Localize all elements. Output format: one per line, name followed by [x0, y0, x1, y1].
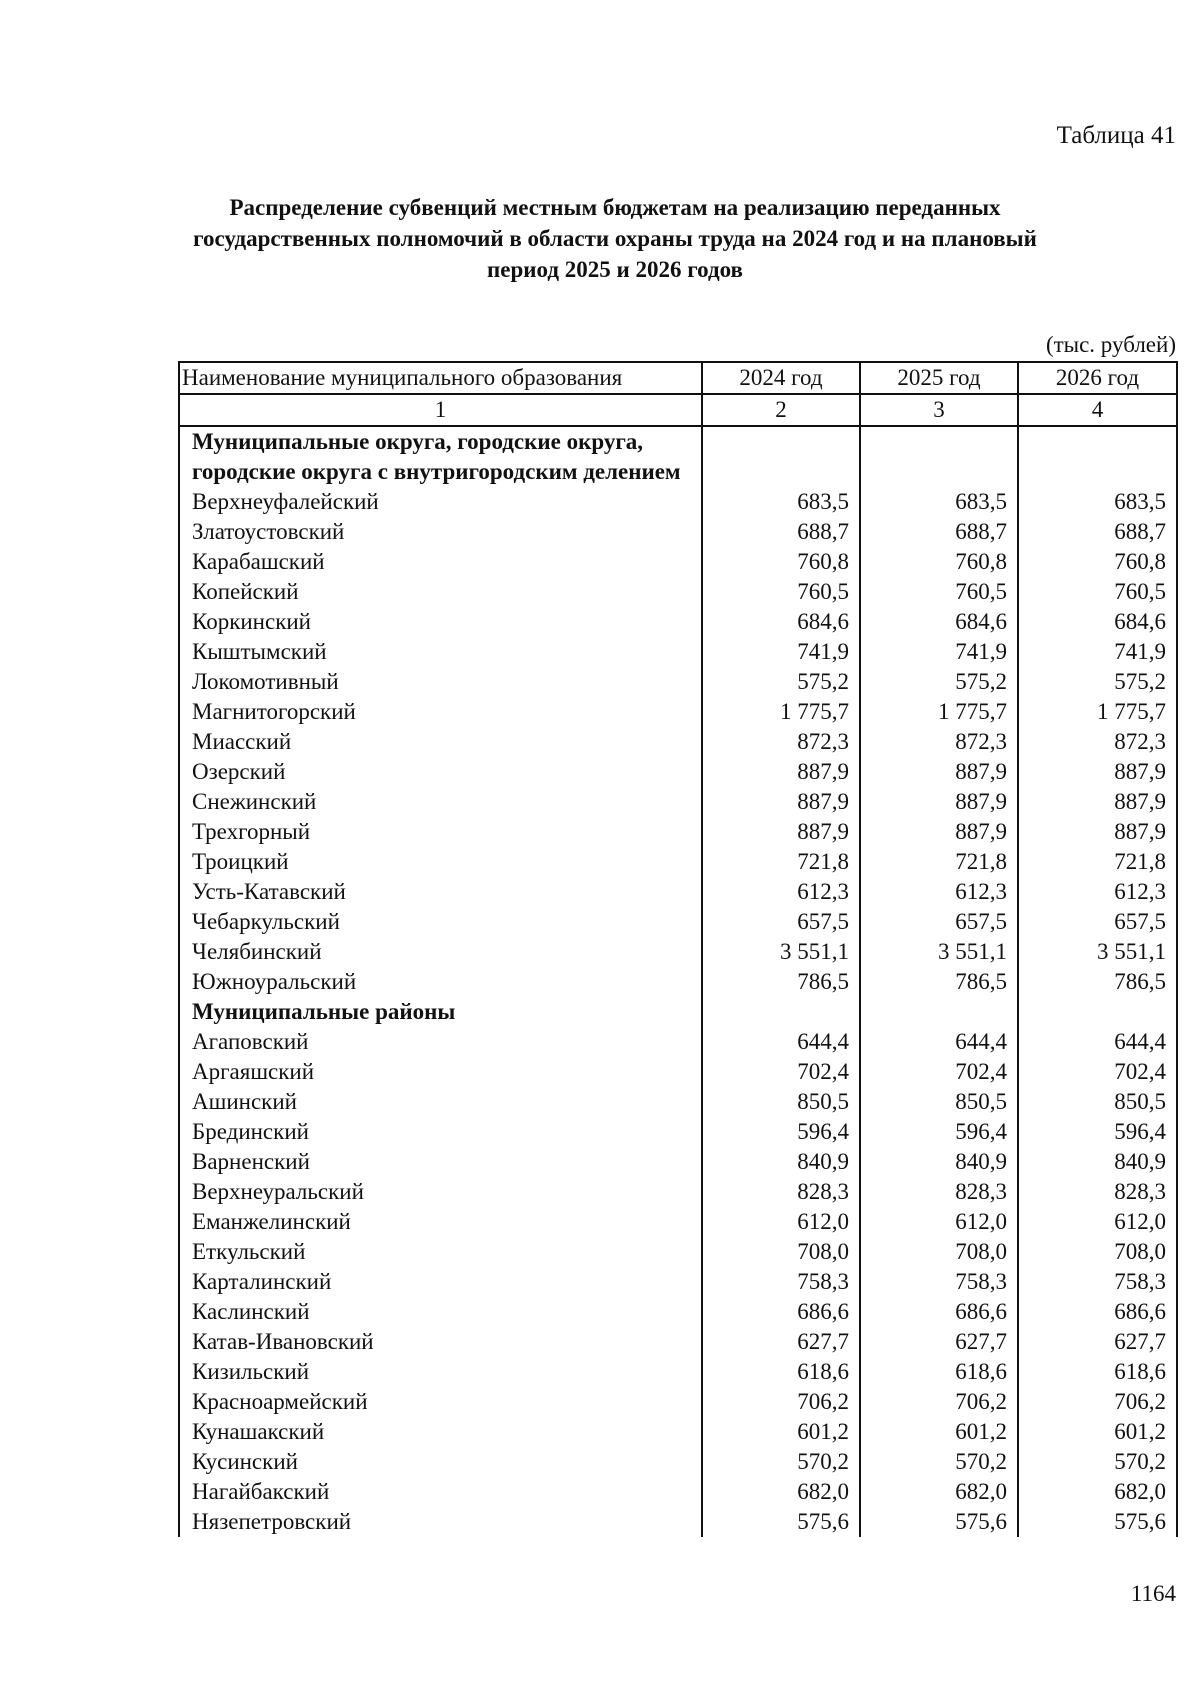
value-2026: 887,9 — [1018, 817, 1177, 847]
value-2024: 618,6 — [702, 1357, 860, 1387]
value-2025: 721,8 — [860, 847, 1018, 877]
table-row — [179, 757, 1177, 787]
table-row — [179, 817, 1177, 847]
value-2025: 570,2 — [860, 1447, 1018, 1477]
municipality-name: Троицкий — [179, 847, 702, 877]
subventions-table — [178, 361, 1178, 1537]
value-2025: 688,7 — [860, 517, 1018, 547]
table-row — [179, 1057, 1177, 1087]
municipality-name: Нязепетровский — [179, 1507, 702, 1537]
municipality-name: Еткульский — [179, 1237, 702, 1267]
value-2024: 887,9 — [702, 817, 860, 847]
value-2024: 686,6 — [702, 1297, 860, 1327]
column-number: 2 — [702, 394, 860, 426]
value-2025: 786,5 — [860, 967, 1018, 997]
table-row — [179, 1327, 1177, 1357]
table-row — [179, 517, 1177, 547]
table-row — [179, 967, 1177, 997]
value-2025: 575,2 — [860, 667, 1018, 697]
value-2025: 686,6 — [860, 1297, 1018, 1327]
value-2025: 596,4 — [860, 1117, 1018, 1147]
column-number: 4 — [1018, 394, 1177, 426]
table-label: Таблица 41 — [1056, 122, 1176, 149]
value-2024: 702,4 — [702, 1057, 860, 1087]
municipality-name: Озерский — [179, 757, 702, 787]
value-2025: 657,5 — [860, 907, 1018, 937]
municipality-name: Челябинский — [179, 937, 702, 967]
municipality-name: Усть-Катавский — [179, 877, 702, 907]
value-2024: 760,5 — [702, 577, 860, 607]
table-row — [179, 1507, 1177, 1537]
table-row — [179, 577, 1177, 607]
value-2026: 618,6 — [1018, 1357, 1177, 1387]
value-2026: 741,9 — [1018, 637, 1177, 667]
value-2025: 575,6 — [860, 1507, 1018, 1537]
value-2024: 570,2 — [702, 1447, 860, 1477]
municipality-name: Локомотивный — [179, 667, 702, 697]
municipality-name: Кыштымский — [179, 637, 702, 667]
table-row — [179, 697, 1177, 727]
table-row — [179, 1177, 1177, 1207]
value-2026: 612,0 — [1018, 1207, 1177, 1237]
municipality-name: Варненский — [179, 1147, 702, 1177]
municipality-name: Брединский — [179, 1117, 702, 1147]
table-row — [179, 637, 1177, 667]
value-2026: 758,3 — [1018, 1267, 1177, 1297]
value-2024: 682,0 — [702, 1477, 860, 1507]
table-row — [179, 937, 1177, 967]
value-2025: 760,8 — [860, 547, 1018, 577]
table-row — [179, 877, 1177, 907]
value-2024: 575,6 — [702, 1507, 860, 1537]
value-2026: 708,0 — [1018, 1237, 1177, 1267]
value-2025: 684,6 — [860, 607, 1018, 637]
table-row — [179, 1207, 1177, 1237]
value-2025: 887,9 — [860, 817, 1018, 847]
municipality-name: Магнитогорский — [179, 697, 702, 727]
table-row — [179, 487, 1177, 517]
value-2025: 887,9 — [860, 757, 1018, 787]
value-2024: 706,2 — [702, 1387, 860, 1417]
value-2026: 3 551,1 — [1018, 937, 1177, 967]
value-2025: 601,2 — [860, 1417, 1018, 1447]
table-row — [179, 607, 1177, 637]
section-header-row — [179, 426, 1177, 487]
table-row — [179, 667, 1177, 697]
value-2025: 618,6 — [860, 1357, 1018, 1387]
value-2024: 741,9 — [702, 637, 860, 667]
value-2026: 702,4 — [1018, 1057, 1177, 1087]
table-row — [179, 1117, 1177, 1147]
value-2025: 828,3 — [860, 1177, 1018, 1207]
table-row — [179, 787, 1177, 817]
value-2026: 575,6 — [1018, 1507, 1177, 1537]
section-header-row — [179, 997, 1177, 1027]
value-2024: 3 551,1 — [702, 937, 860, 967]
column-number-row — [179, 394, 1177, 426]
table-row — [179, 1477, 1177, 1507]
table-row — [179, 1147, 1177, 1177]
value-2025: 683,5 — [860, 487, 1018, 517]
value-2024: 575,2 — [702, 667, 860, 697]
section-title: Муниципальные округа, городские округа, городские округа с внутригородским делением — [179, 426, 702, 487]
value-2024: 760,8 — [702, 547, 860, 577]
table-row — [179, 1297, 1177, 1327]
empty-cell — [860, 997, 1018, 1027]
value-2024: 1 775,7 — [702, 697, 860, 727]
value-2025: 612,0 — [860, 1207, 1018, 1237]
column-header-2026: 2026 год — [1018, 362, 1177, 394]
column-number: 3 — [860, 394, 1018, 426]
value-2025: 760,5 — [860, 577, 1018, 607]
value-2025: 706,2 — [860, 1387, 1018, 1417]
value-2025: 887,9 — [860, 787, 1018, 817]
municipality-name: Аргаяшский — [179, 1057, 702, 1087]
value-2025: 644,4 — [860, 1027, 1018, 1057]
table-body — [179, 426, 1177, 1537]
value-2025: 872,3 — [860, 727, 1018, 757]
municipality-name: Снежинский — [179, 787, 702, 817]
municipality-name: Карабашский — [179, 547, 702, 577]
municipality-name: Верхнеуфалейский — [179, 487, 702, 517]
value-2026: 644,4 — [1018, 1027, 1177, 1057]
value-2024: 840,9 — [702, 1147, 860, 1177]
value-2024: 828,3 — [702, 1177, 860, 1207]
value-2024: 657,5 — [702, 907, 860, 937]
municipality-name: Верхнеуральский — [179, 1177, 702, 1207]
municipality-name: Карталинский — [179, 1267, 702, 1297]
table-row — [179, 727, 1177, 757]
value-2026: 840,9 — [1018, 1147, 1177, 1177]
value-2024: 612,3 — [702, 877, 860, 907]
value-2025: 702,4 — [860, 1057, 1018, 1087]
table-row — [179, 1027, 1177, 1057]
value-2026: 612,3 — [1018, 877, 1177, 907]
value-2024: 644,4 — [702, 1027, 860, 1057]
municipality-name: Кусинский — [179, 1447, 702, 1477]
value-2026: 760,8 — [1018, 547, 1177, 577]
value-2024: 887,9 — [702, 787, 860, 817]
empty-cell — [860, 426, 1018, 487]
value-2025: 708,0 — [860, 1237, 1018, 1267]
value-2024: 688,7 — [702, 517, 860, 547]
value-2025: 741,9 — [860, 637, 1018, 667]
value-2026: 596,4 — [1018, 1117, 1177, 1147]
municipality-name: Красноармейский — [179, 1387, 702, 1417]
municipality-name: Златоустовский — [179, 517, 702, 547]
column-header-2024: 2024 год — [702, 362, 860, 394]
municipality-name: Катав-Ивановский — [179, 1327, 702, 1357]
value-2026: 570,2 — [1018, 1447, 1177, 1477]
table-header-row — [179, 362, 1177, 394]
value-2026: 786,5 — [1018, 967, 1177, 997]
value-2024: 850,5 — [702, 1087, 860, 1117]
value-2026: 657,5 — [1018, 907, 1177, 937]
value-2025: 3 551,1 — [860, 937, 1018, 967]
municipality-name: Коркинский — [179, 607, 702, 637]
value-2024: 683,5 — [702, 487, 860, 517]
value-2024: 596,4 — [702, 1117, 860, 1147]
value-2026: 887,9 — [1018, 757, 1177, 787]
table-row — [179, 1237, 1177, 1267]
value-2024: 758,3 — [702, 1267, 860, 1297]
value-2025: 850,5 — [860, 1087, 1018, 1117]
page-number: 1164 — [1130, 1581, 1176, 1606]
municipality-name: Кунашакский — [179, 1417, 702, 1447]
value-2026: 721,8 — [1018, 847, 1177, 877]
municipality-name: Еманжелинский — [179, 1207, 702, 1237]
empty-cell — [702, 997, 860, 1027]
value-2026: 684,6 — [1018, 607, 1177, 637]
value-2026: 688,7 — [1018, 517, 1177, 547]
value-2025: 682,0 — [860, 1477, 1018, 1507]
value-2026: 887,9 — [1018, 787, 1177, 817]
empty-cell — [1018, 997, 1177, 1027]
value-2026: 850,5 — [1018, 1087, 1177, 1117]
value-2026: 760,5 — [1018, 577, 1177, 607]
municipality-name: Чебаркульский — [179, 907, 702, 937]
value-2024: 786,5 — [702, 967, 860, 997]
value-2026: 686,6 — [1018, 1297, 1177, 1327]
value-2025: 758,3 — [860, 1267, 1018, 1297]
table-row — [179, 1357, 1177, 1387]
column-header-name: Наименование муниципального образования — [179, 362, 702, 394]
value-2024: 887,9 — [702, 757, 860, 787]
document-title: Распределение субвенций местным бюджетам на реализацию переданных государственных полномочий в области охраны труда на 2024 год и на плановый период 2025 и 2026 годов — [193, 195, 1037, 282]
table-row — [179, 1417, 1177, 1447]
municipality-name: Южноуральский — [179, 967, 702, 997]
value-2026: 828,3 — [1018, 1177, 1177, 1207]
table-row — [179, 547, 1177, 577]
empty-cell — [702, 426, 860, 487]
empty-cell — [1018, 426, 1177, 487]
value-2026: 627,7 — [1018, 1327, 1177, 1357]
value-2024: 627,7 — [702, 1327, 860, 1357]
municipality-name: Трехгорный — [179, 817, 702, 847]
municipality-name: Каслинский — [179, 1297, 702, 1327]
value-2024: 612,0 — [702, 1207, 860, 1237]
value-2024: 721,8 — [702, 847, 860, 877]
table-row — [179, 847, 1177, 877]
value-2024: 601,2 — [702, 1417, 860, 1447]
table-row — [179, 1387, 1177, 1417]
value-2025: 1 775,7 — [860, 697, 1018, 727]
value-2026: 575,2 — [1018, 667, 1177, 697]
section-title: Муниципальные районы — [179, 997, 702, 1027]
municipality-name: Агаповский — [179, 1027, 702, 1057]
value-2026: 1 775,7 — [1018, 697, 1177, 727]
municipality-name: Миасский — [179, 727, 702, 757]
value-2026: 683,5 — [1018, 487, 1177, 517]
municipality-name: Ашинский — [179, 1087, 702, 1117]
column-number: 1 — [179, 394, 702, 426]
municipality-name: Кизильский — [179, 1357, 702, 1387]
table-row — [179, 907, 1177, 937]
value-2026: 872,3 — [1018, 727, 1177, 757]
value-2026: 706,2 — [1018, 1387, 1177, 1417]
value-2026: 682,0 — [1018, 1477, 1177, 1507]
units-label: (тыс. рублей) — [1045, 332, 1176, 357]
table-row — [179, 1447, 1177, 1477]
column-header-2025: 2025 год — [860, 362, 1018, 394]
municipality-name: Нагайбакский — [179, 1477, 702, 1507]
value-2025: 840,9 — [860, 1147, 1018, 1177]
value-2024: 684,6 — [702, 607, 860, 637]
municipality-name: Копейский — [179, 577, 702, 607]
value-2024: 708,0 — [702, 1237, 860, 1267]
table-row — [179, 1267, 1177, 1297]
value-2025: 612,3 — [860, 877, 1018, 907]
value-2026: 601,2 — [1018, 1417, 1177, 1447]
value-2025: 627,7 — [860, 1327, 1018, 1357]
table-row — [179, 1087, 1177, 1117]
value-2024: 872,3 — [702, 727, 860, 757]
